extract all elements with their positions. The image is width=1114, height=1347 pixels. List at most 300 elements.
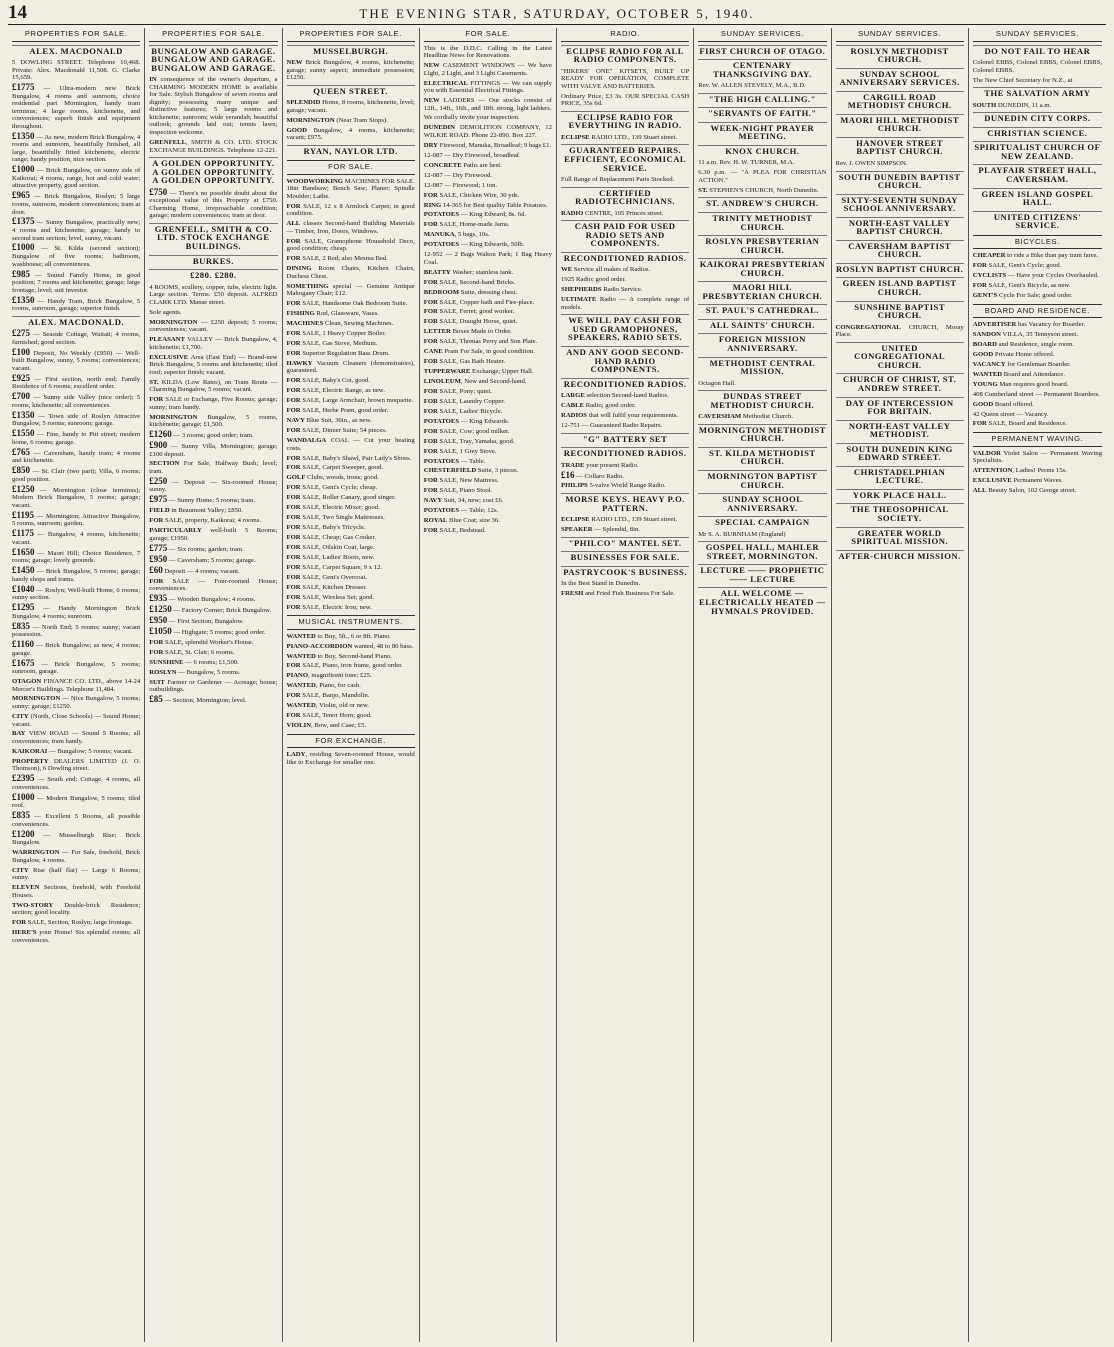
classified-ad: CITY (North, Close Schools) — Sound Home; vacant. xyxy=(12,712,141,728)
ad-lead-word: CITY xyxy=(12,712,29,720)
ad-heading-text: CASH PAID FOR USED RADIO SETS AND COMPONENTS. xyxy=(574,221,676,249)
ad-lead-word: FOR xyxy=(423,427,438,435)
classified-ad xyxy=(149,223,277,252)
classified-ad xyxy=(698,107,826,119)
classified-ad xyxy=(698,145,826,157)
ad-lead-word: DUNEDIN xyxy=(423,124,455,132)
ad-lead-word: FOR xyxy=(286,330,301,338)
ad-lead-word: FOR xyxy=(286,407,301,415)
ad-price: £1350 xyxy=(12,409,35,420)
ad-lead-word: POTATOES xyxy=(423,457,460,465)
classified-ad: £2395 — South end; Cottage, 4 rooms, all conveniences. xyxy=(12,773,141,791)
classified-ad: £965 — Brick Bungalow, Roslyn; 5 large rooms, sunroom, modern conveniences; tram at door. xyxy=(12,190,141,216)
classified-ad: Octagon Hall. xyxy=(698,379,736,387)
ad-lead-word: PARTICULARLY xyxy=(149,527,202,535)
classified-ad: OTAGON FINANCE CO. LTD., above 14-24 Mercer's Buildings. Telephone 11,484. xyxy=(12,677,141,693)
classified-ad: GOLF Clubs, woods, irons; good. xyxy=(286,474,379,482)
ad-lead-word: BAY xyxy=(12,730,26,738)
ad-heading-text: ROSLYN BAPTIST CHURCH. xyxy=(835,263,964,274)
classified-ad: LADY, residing Seven-roomed House, would like to Exchange for smaller one. xyxy=(286,751,415,766)
ad-lead-word: ADVERTISER xyxy=(972,321,1017,329)
ad-heading-text: GREEN ISLAND BAPTIST CHURCH. xyxy=(842,278,957,298)
ad-price: £60 xyxy=(149,564,163,575)
classified-ad: FOR SALE, Electric Mixer; good. xyxy=(286,504,380,512)
ad-lead-word: ECLIPSE xyxy=(561,516,590,524)
ad-heading-text: MORSE KEYS. HEAVY P.O. PATTERN. xyxy=(565,494,685,513)
classified-ad: NAVY Blue Suit, 36in., as new. xyxy=(286,417,372,425)
classified-ad: ADVERTISER has Vacancy for Boarder. xyxy=(972,321,1086,329)
ad-lead-word: CYCLISTS xyxy=(972,272,1007,280)
classified-ad: £1650 — Maori Hill; Choice Residence, 7 rooms; garage; lovely grounds. xyxy=(12,546,141,565)
ad-price: £835 xyxy=(12,810,30,821)
ad-lead-word: FOR xyxy=(423,308,438,316)
ad-heading-text: YORK PLACE HALL. xyxy=(852,489,947,500)
classified-ad: £850 — St. Clair (two part); Villa, 6 rooms; good position. xyxy=(12,465,141,483)
ad-lead-word: RADIOS xyxy=(561,412,588,420)
ad-lead-word: ELECTRICAL xyxy=(423,79,468,87)
classified-ad: KAIKORAI — Bungalow; 5 rooms; vacant. xyxy=(12,747,133,755)
classified-ad xyxy=(561,537,689,549)
column-heading: FOR SALE. xyxy=(424,28,552,42)
classified-ad xyxy=(149,255,277,267)
classified-ad: FIELD in Beaumont Valley; £850. xyxy=(149,507,243,515)
ad-lead-word: CONGREGATIONAL xyxy=(835,323,901,331)
ad-heading-text: CAVERSHAM BAPTIST CHURCH. xyxy=(848,240,951,260)
ad-lead-word: VIOLIN xyxy=(286,722,312,730)
classified-ad xyxy=(149,45,277,74)
ad-lead-word: FOR xyxy=(149,396,164,404)
ad-heading-text: CERTIFIED RADIOTECHNICIANS. xyxy=(575,187,676,207)
classified-ad xyxy=(561,187,689,207)
ad-lead-word: FOR xyxy=(423,437,438,445)
classified-ad: We cordially invite your inspection. xyxy=(423,114,520,122)
ad-lead-word: MACHINES xyxy=(286,320,324,328)
ad-lead-word: FOR xyxy=(286,255,301,263)
classified-ad: CANE Pram For Sale, in good condition. xyxy=(423,348,535,356)
classified-ad: FOR SALE, Home-made Jams. xyxy=(423,221,510,229)
classified-ad: PIANO-ACCORDION wanted, 48 to 80 bass. xyxy=(286,642,414,650)
ad-lead-word: FOR xyxy=(286,514,301,522)
ad-lead-word: WANTED xyxy=(972,370,1003,378)
classified-ad: ECLIPSE RADIO LTD., 139 Stuart street. xyxy=(561,516,678,524)
classified-ad: PROPERTY DEALERS LIMITED (J. O. Thomson), 6 Dowling street. xyxy=(12,757,141,773)
ad-price: £925 xyxy=(12,372,30,383)
classified-ad xyxy=(561,252,689,264)
classified-ad: FOR SALE, Board and Residence. xyxy=(972,420,1068,428)
classified-ad: FOR SALE, Large Armchair, brown moquette. xyxy=(286,397,414,405)
classified-ad xyxy=(698,93,826,105)
ad-price: £975 xyxy=(149,494,168,505)
classified-ad xyxy=(836,194,964,214)
classified-ad: ELECTRICAL FITTINGS — We can supply you with Essential Electrical Fittings. xyxy=(423,79,552,95)
classified-ad: 12-952 — 2 Bags Walton Park; 1 Bag Heavy Coal. xyxy=(423,251,552,266)
classified-ad: FOR SALE, Banjo, Mandolin. xyxy=(286,692,370,700)
classified-ad xyxy=(836,137,964,157)
classified-ad: LETTER Boxes Made to Order. xyxy=(423,328,512,336)
classified-ad: BEDROOM Suite, dressing chest. xyxy=(423,288,518,296)
classified-ad xyxy=(561,493,689,513)
classified-ad: £1350 — As new, modern Brick Bungalow, 4 rooms and sunroom, beautifully finished, all large, beautifully fitted kitchenette, electric range; handy position, nice section. xyxy=(12,130,141,164)
classified-ad: FOR SALE, Wireless Set; good. xyxy=(286,593,375,601)
ad-price: £775 xyxy=(149,542,168,553)
ad-lead-word: FOR xyxy=(423,447,438,455)
classified-ad xyxy=(973,127,1102,139)
classified-ad: GOOD Bungalow, 4 rooms, kitchenette; vacant; £975. xyxy=(286,126,415,142)
ad-heading-text: PASTRYCOOK'S BUSINESS. xyxy=(563,566,687,577)
newspaper-column-7 xyxy=(832,28,969,1342)
classified-ad: TWO-STORY Double-brick Residence; section; good locality. xyxy=(12,901,141,917)
classified-ad: 42 Queen street — Vacancy. xyxy=(972,410,1049,418)
classified-ad xyxy=(698,319,826,331)
ad-lead-word: CANE xyxy=(423,348,443,356)
ad-lead-word: MORNINGTON xyxy=(149,318,198,326)
classified-ad: FOR SALE, Ferret; good worker. xyxy=(423,308,515,316)
ad-price: £16 xyxy=(561,469,575,480)
classified-ad: WANTED to Buy, 5ft., 6 or 8ft. Piano. xyxy=(286,632,391,640)
classified-ad: £900 — Sunny Villa, Mornington; garage; £100 deposit. xyxy=(149,439,278,458)
classified-ad: 11 a.m. Rev. H. W. TURNER, M.A. xyxy=(698,159,795,167)
classified-ad: SHEPHERDS Radio Service. xyxy=(561,286,643,294)
ad-heading-text: MUSSELBURGH. xyxy=(313,45,389,56)
ad-lead-word: FOR xyxy=(286,464,301,472)
ad-lead-word: MANUKA xyxy=(423,231,455,239)
classified-ad: WANTED, Violin, old or new. xyxy=(286,702,369,710)
classified-ad xyxy=(561,144,689,173)
ad-lead-word: NEW xyxy=(286,59,303,67)
ad-heading-text: ST. ANDREW'S CHURCH. xyxy=(706,198,819,209)
ad-lead-word: HAWKY xyxy=(286,359,313,367)
ad-lead-word: GOOD xyxy=(286,126,307,134)
classified-ad: CITY Rise (half flat) — Large 6 Rooms; sunny. xyxy=(12,866,141,882)
classified-ad: FOR SALE, Gent's Cycle; good. xyxy=(972,262,1062,270)
classified-ad: FOR SALE, Dinner Suite; 54 pieces. xyxy=(286,427,387,435)
classified-ad: RADIO CENTRE, 105 Princes street. xyxy=(561,209,664,217)
ad-lead-word: LARGE xyxy=(561,392,585,400)
ad-heading-text: ALEX. MACDONALD. xyxy=(28,316,125,327)
classified-ad: NEW CASEMENT WINDOWS — We have Light, 2 Light, and 3 Light Casements. xyxy=(423,62,552,77)
classified-ad xyxy=(836,91,964,111)
ad-lead-word: NEW xyxy=(423,97,440,104)
classified-ad xyxy=(698,564,826,584)
ad-price: £1295 xyxy=(12,602,35,613)
ad-lead-word: TUPPERWARE xyxy=(423,368,471,376)
ad-lead-word: FOR xyxy=(423,397,438,405)
classified-ad: FOR SALE, St. Clair; 6 rooms. xyxy=(149,648,235,656)
classified-ad: LINOLEUM, New and Second-hand. xyxy=(423,378,527,386)
classified-ad xyxy=(12,45,140,57)
classified-ad: £1195 — Mornington; Attractive Bungalow, 5 rooms, sunroom; garden. xyxy=(12,509,141,528)
classified-ad: FOR SALE, Gas Bath Heater. xyxy=(423,358,506,366)
classified-ad: GOOD Private Home offered. xyxy=(972,350,1055,358)
classified-ad xyxy=(698,541,826,561)
classified-ad: FOR SALE, Cow; good milker. xyxy=(423,427,510,435)
ad-lead-word: FOR xyxy=(286,504,301,512)
ad-heading-text: HANOVER STREET BAPTIST CHURCH. xyxy=(856,137,944,157)
ad-heading-text: SOUTH DUNEDIN BAPTIST CHURCH. xyxy=(838,171,961,191)
ad-lead-word: FOR xyxy=(286,692,301,700)
ad-heading-text: BURKES. xyxy=(192,255,234,266)
ad-lead-word: OTAGON xyxy=(12,677,42,685)
classified-ad: FOR SALE, Gent's Cycle; cheap. xyxy=(286,484,378,492)
ad-heading-text: GREEN ISLAND GOSPEL HALL. xyxy=(981,188,1094,208)
ad-lead-word: FOR xyxy=(149,648,164,656)
classified-ad: SUIT Farmer or Gardener — Acreage; house; outbuildings. xyxy=(149,678,278,694)
classified-ad: In the Best Stand in Dunedin. xyxy=(561,580,641,588)
ad-lead-word: BEDROOM xyxy=(423,288,460,296)
classified-ad: £1450 — Brick Bungalow, 5 rooms; garage; handy shops and trams. xyxy=(12,565,141,583)
page-number: 14 xyxy=(8,2,27,23)
ad-price: £1000 xyxy=(12,791,35,802)
ad-heading-text: WEEK-NIGHT PRAYER MEETING. xyxy=(710,122,815,142)
classified-ad: £835 — North End; 5 rooms; sunny; vacant possession. xyxy=(12,620,141,639)
ad-lead-word: TWO-STORY xyxy=(12,901,54,909)
classified-ad: 12-751 — Guaranteed Radio Repairs. xyxy=(561,421,663,429)
ad-lead-word: GOLF xyxy=(286,474,306,482)
ad-lead-word: ATTENTION xyxy=(972,467,1013,475)
newspaper-column-5 xyxy=(557,28,694,1342)
classified-ad: RADIOS that will fulfil your requirements. xyxy=(561,412,679,420)
classified-ad xyxy=(287,145,415,157)
classified-ad: FOR SALE, property, Kaikorai; 4 rooms. xyxy=(149,517,262,525)
ad-lead-word: SECTION xyxy=(149,460,180,468)
classified-ad: ALL classes Second-hand Building Materials — Timber, Iron, Doors, Windows. xyxy=(286,220,415,235)
classified-ad: FOR SALE, 1 Heavy Copper Boiler. xyxy=(286,330,386,338)
classified-ad: FOR SALE, Draught Horse, quiet. xyxy=(423,318,518,326)
ad-lead-word: ST. xyxy=(149,378,159,386)
ad-lead-word: FOR xyxy=(423,191,438,199)
classified-ad xyxy=(561,447,689,459)
classified-ad: TRADE your present Radio. xyxy=(561,461,639,469)
classified-ad xyxy=(698,59,826,79)
classified-ad: PARTICULARLY well-built 5 Rooms; garage; £1950. xyxy=(149,527,278,542)
column-grid xyxy=(8,28,1106,1342)
classified-ad: £1350 — Handy Tram, Brick Bungalow, 5 rooms, sunroom, garage; superior finish. xyxy=(12,294,141,313)
ad-lead-word: SPLENDID xyxy=(286,99,321,107)
ad-price: £2395 xyxy=(12,773,35,784)
classified-ad: EXCLUSIVE Permanent Waves. xyxy=(972,476,1063,484)
classified-ad xyxy=(836,503,964,523)
column-heading: PROPERTIES FOR SALE. xyxy=(12,28,140,42)
classified-ad: £1775 — Ultra-modern new Brick Bungalow, 4 rooms and sunroom, choice residential part Mornington, handy tram terminus; 4 large rooms, kitchenette, and conveniences; superb finish and equipment throughout. xyxy=(12,82,141,130)
ad-lead-word: FISHING xyxy=(286,310,315,318)
classified-ad: ELEVEN Sections, freehold, with Freehold Houses. xyxy=(12,884,141,899)
ad-heading-text: SIXTY-SEVENTH SUNDAY SCHOOL ANNIVERSARY. xyxy=(841,194,958,214)
ad-lead-word: WOODWORKING xyxy=(286,177,343,185)
ad-heading-text: SUNDAY SCHOOL ANNIVERSARY. xyxy=(722,494,803,513)
classified-ad: CONGREGATIONAL CHURCH, Moray Place. xyxy=(835,323,964,339)
classified-ad: SECTION For Sale, Halfway Bush; level; tram. xyxy=(149,460,278,475)
ad-lead-word: POTATOES xyxy=(423,241,460,249)
classified-ad: ROSLYN — Bungalow, 5 rooms. xyxy=(149,668,241,676)
classified-ad xyxy=(973,45,1102,57)
classified-ad xyxy=(698,516,826,528)
ad-lead-word: ST. xyxy=(698,186,708,194)
ad-price: £100 xyxy=(12,346,30,357)
classified-ad: FOR SALE, Copper bath and Fire-place. xyxy=(423,298,535,306)
classified-ad: 5 DOWLING STREET. Telephone 10,468. Private: Alex. Macdonald 11,508. G. Clarke 15,659. xyxy=(12,59,141,82)
ad-lead-word: NAVY xyxy=(423,497,443,505)
classified-ad xyxy=(287,45,415,57)
ad-lead-word: LADY xyxy=(286,751,306,759)
ad-price: £765 xyxy=(12,446,30,457)
ad-lead-word: FOR xyxy=(423,387,438,395)
ad-price: £1550 xyxy=(12,428,35,439)
classified-ad: £16 — Collaro Radio. xyxy=(561,469,624,480)
ad-price: £1050 xyxy=(149,625,172,636)
classified-ad: ATTENTION, Ladies! Perms 15s. xyxy=(972,467,1067,475)
ad-lead-word: RING xyxy=(423,201,442,209)
ad-heading-text: SUNDAY SCHOOL ANNIVERSARY SERVICES. xyxy=(839,68,960,88)
newspaper-column-3 xyxy=(283,28,420,1342)
ad-lead-word: POTATOES xyxy=(423,211,460,219)
classified-ad: FOR SALE, Ladies' Bicycle. xyxy=(423,407,503,415)
classified-ad: VALDOR Violet Salon — Permanent Waving Specialists. xyxy=(972,449,1102,465)
ad-lead-word: FOR xyxy=(423,358,438,366)
column-heading: FOR EXCHANGE. xyxy=(287,734,415,749)
ad-lead-word: IN xyxy=(149,76,157,84)
ad-price: £985 xyxy=(12,268,30,279)
classified-ad: Colonel EBBS, Colonel EBBS, Colonel EBBS, Colonel EBBS. xyxy=(972,59,1102,74)
ad-lead-word: SOMETHING xyxy=(286,282,329,290)
classified-ad: FOR SALE, Section, Roslyn; large frontage. xyxy=(12,919,133,927)
classified-ad xyxy=(561,220,689,249)
classified-ad: £250 — Deposit — Six-roomed House; sunny. xyxy=(149,475,278,494)
ad-heading-text: MAORI HILL METHODIST CHURCH. xyxy=(840,114,960,134)
column-heading: FOR SALE. xyxy=(287,160,415,175)
classified-ad xyxy=(287,85,415,97)
classified-ad: HERE'S your Home! Six splendid rooms; all conveniences. xyxy=(12,929,141,944)
column-heading: MUSICAL INSTRUMENTS. xyxy=(287,615,415,630)
classified-ad: 12-087 — Dry Firewood, broadleaf. xyxy=(423,151,521,159)
ad-lead-word: FOR xyxy=(12,919,27,927)
ad-heading-text: MAORI HILL PRESBYTERIAN CHURCH. xyxy=(702,282,823,301)
classified-ad: £935 — Wooden Bungalow; 4 rooms. xyxy=(149,593,256,604)
classified-ad: £950 — First Section; Bungalow. xyxy=(149,614,244,625)
ad-heading-text: ALL WELCOME — ELECTRICALLY HEATED — HYMNALS PROVIDED. xyxy=(699,588,826,616)
classified-ad: NEW Brick Bungalow, 4 rooms, kitchenette; garage; sunny aspect; immediate possession; £1250. xyxy=(286,59,415,82)
classified-ad: POTATOES — King Edwards. xyxy=(423,417,510,425)
classified-ad xyxy=(836,420,964,440)
ad-heading-text: CHURCH OF CHRIST, ST. ANDREW STREET. xyxy=(843,374,957,393)
ad-lead-word: WANTED xyxy=(286,652,316,660)
classified-ad: £1000 — St. Kilda (second section); Bungalow of five rooms; bathroom, washhouse; all conveniences. xyxy=(12,242,141,268)
ad-heading-text: LECTURE —— PROPHETIC —— LECTURE xyxy=(700,565,825,584)
classified-ad: £1250 — Mornington (close terminus); Modern Brick Bungalow, 5 rooms; garage; vacant. xyxy=(12,483,141,509)
ad-lead-word: CABLE xyxy=(561,402,585,410)
classified-ad: WANTED, Piano, for cash. xyxy=(286,682,361,690)
classified-ad: FOR SALE, Roller Canary, good singer. xyxy=(286,494,396,502)
ad-price: £1200 xyxy=(12,828,35,839)
classified-ad: 1925 Radio; good order. xyxy=(561,276,627,284)
classified-ad xyxy=(698,281,826,301)
classified-ad: £1050 — Highgate; 5 rooms; good order. xyxy=(149,625,266,636)
classified-ad: GENT'S Cycle For Sale; good order. xyxy=(972,291,1073,299)
classified-ad: £985 — Sound Family Home, in good position; 7 rooms and kitchenette; garage; large frontage; level; suit investor. xyxy=(12,268,141,294)
classified-ad: £700 — Sunny side Valley (nice order); 5 rooms, kitchenette; all conveniences. xyxy=(12,391,141,409)
classified-ad: £1375 — Sunny Bungalow, practically new; 4 rooms and kitchenette; garage; handy to second tram section; level, sunny, vacant. xyxy=(12,216,141,242)
ad-price: £1040 xyxy=(12,583,35,594)
ad-lead-word: DINING xyxy=(286,265,312,273)
ad-price: £1350 xyxy=(12,130,35,141)
classified-ad: FOR SALE, Kitchen Dresser. xyxy=(286,583,367,591)
classified-ad: NEW LADDERS — Our stocks consist of 12ft., 14ft., 16ft., and 18ft. strong, light ladders. xyxy=(423,97,552,112)
classified-ad: SOMETHING special — Genuine Antique Mahogany Chair; £12. xyxy=(286,282,415,298)
ad-heading-text: GREATER WORLD SPIRITUAL MISSION. xyxy=(851,527,949,547)
ad-lead-word: WE xyxy=(561,266,573,274)
classified-ad: ECLIPSE RADIO LTD., 139 Stuart street. xyxy=(561,133,678,141)
classified-ad: £1040 — Roslyn; Well-built Home, 6 rooms; sunny section. xyxy=(12,583,141,602)
classified-ad: Sole agents. xyxy=(149,308,182,316)
classified-ad: FOR SALE or Exchange, Five Rooms; garage; sunny; tram handy. xyxy=(149,396,278,411)
ad-lead-word: FOR xyxy=(972,262,987,270)
ad-lead-word: FOR xyxy=(149,638,164,646)
ad-price: £935 xyxy=(149,593,168,604)
classified-ad: £1000 — Brick Bungalow, on sunny side of Kaikorai; 4 rooms, range, hot and cold water; attractive property, good section. xyxy=(12,164,141,190)
classified-ad xyxy=(698,235,826,255)
classified-ad xyxy=(836,342,964,371)
classified-ad: £775 — Six rooms; garden; tram. xyxy=(149,542,244,553)
ad-lead-word: FRESH xyxy=(561,590,584,598)
classified-ad: FOR SALE, Oilskin Coat, large. xyxy=(286,543,375,551)
classified-ad: FOR SALE, Gas Stove, Medium. xyxy=(286,340,378,348)
ad-lead-word: YOUNG xyxy=(972,380,998,388)
ad-heading-text: ROSLYN PRESBYTERIAN CHURCH. xyxy=(705,236,820,255)
ad-heading-text: THE SALVATION ARMY xyxy=(984,88,1091,99)
ad-heading-text: CHRISTADELPHIAN LECTURE. xyxy=(853,466,946,486)
classified-ad xyxy=(836,240,964,260)
ad-lead-word: FOR xyxy=(286,300,301,308)
classified-ad: WANDALGA COAL — Cut your heating costs. xyxy=(286,437,415,452)
column-heading: SUNDAY SERVICES. xyxy=(836,28,964,42)
classified-ad: YOUNG Man requires good board. xyxy=(972,380,1069,388)
ad-heading-text: GOSPEL HALL, MAHLER STREET, MORNINGTON. xyxy=(705,542,820,561)
ad-lead-word: LETTER xyxy=(423,328,451,336)
ad-lead-word: FOR xyxy=(286,712,301,720)
classified-ad xyxy=(698,493,826,513)
classified-ad: FOR SALE, Cheap; Gas Cooker. xyxy=(286,534,377,541)
ad-lead-word: FOR xyxy=(149,577,164,585)
classified-ad xyxy=(836,68,964,88)
ad-lead-word: FOR xyxy=(286,494,301,502)
ad-lead-word: NAVY xyxy=(286,417,305,425)
ad-heading-text: METHODIST CENTRAL MISSION. xyxy=(709,357,816,377)
ad-lead-word: EXCLUSIVE xyxy=(972,476,1012,484)
ad-lead-word: SPEAKER xyxy=(561,526,593,534)
ad-lead-word: VACANCY xyxy=(972,360,1006,368)
ad-lead-word: NEW xyxy=(423,62,440,70)
ad-lead-word: SHEPHERDS xyxy=(561,286,602,294)
ad-price: £1000 xyxy=(12,164,35,175)
classified-ad: 4 ROOMS, scullery, copper, tubs, electric light. Large section. Terms. £50 deposit. ALFRED CLARK LTD. Manse street. xyxy=(149,283,278,306)
classified-ad: ULTIMATE Radio — A complete range of models. xyxy=(561,296,690,311)
classified-ad xyxy=(836,466,964,486)
ad-heading-text: "SERVANTS OF FAITH." xyxy=(708,108,817,119)
ad-heading-text: FOREIGN MISSION ANNIVERSARY. xyxy=(718,334,806,353)
classified-ad: POTATOES — Table; 12s. xyxy=(423,507,499,515)
classified-ad xyxy=(149,269,277,281)
classified-ad: "HIKERS' ONE" KITSETS, BUILT UP READY FOR OPERATION, COMPLETE WITH VALVE AND BATTERIES. xyxy=(561,67,690,90)
ad-lead-word: FOR xyxy=(286,553,301,561)
classified-ad xyxy=(836,550,964,562)
ad-price: £1175 xyxy=(12,528,35,539)
classified-ad: FOR SALE, Ladies' Boots, new. xyxy=(286,553,375,561)
ad-heading-text: RECONDITIONED RADIOS. xyxy=(563,252,687,263)
ad-lead-word: PROPERTY xyxy=(12,757,49,765)
classified-ad: EXCLUSIVE Area (East End) — Brand-new Brick Bungalow, 5 rooms and kitchenette; tiled roof; superior finish; vacant. xyxy=(149,353,278,376)
ad-price: £750 xyxy=(149,186,168,197)
classified-ad: SUNSHINE — 6 rooms; £1,500. xyxy=(149,658,239,666)
ad-lead-word: CAVERSHAM xyxy=(698,413,742,421)
